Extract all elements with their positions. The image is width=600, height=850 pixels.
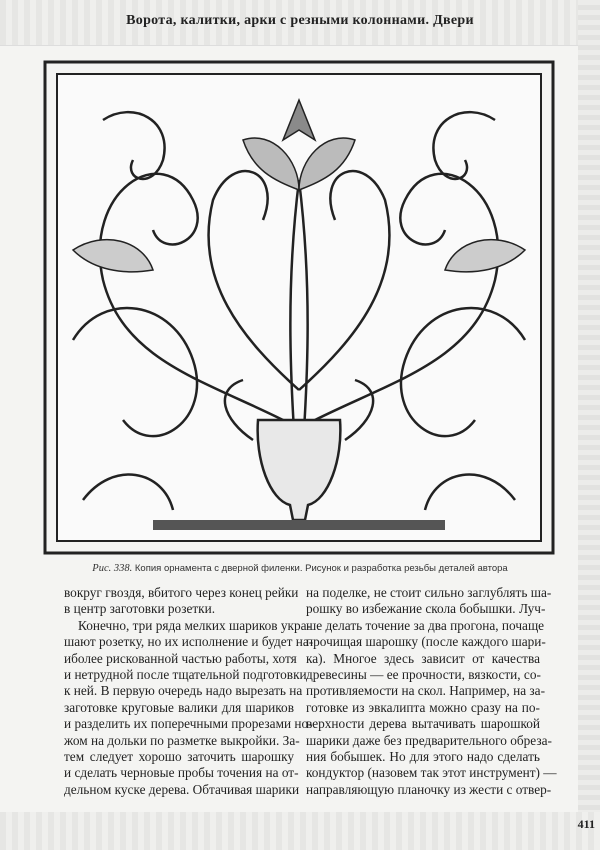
text-line: направляющую планочку из жести с отвер- (306, 781, 552, 797)
ornamental-footer-border (0, 812, 600, 850)
text-line: в центр заготовки розетки. (64, 601, 216, 617)
text-line: и сделать черновые пробы точения на от- (64, 765, 299, 781)
text-line: верхности дерева вытачивать шарошкой (306, 716, 540, 732)
text-line: ка). Многое здесь зависит от качества (306, 650, 540, 666)
text-line: Конечно, три ряда мелких шариков укра- (78, 617, 311, 633)
text-column-left (64, 585, 314, 798)
text-line: к ней. В первую очередь надо вырезать на (64, 683, 303, 699)
page-number: 411 (577, 817, 595, 831)
text-line: заготовке круговые валики для шариков (64, 699, 294, 715)
ornamental-side-border (578, 0, 600, 850)
text-line: на поделке, не стоит сильно заглублять ша- (306, 585, 552, 600)
text-line: рошку во избежание скола бобышки. Луч- (306, 601, 546, 617)
text-line: готовке из эвкалипта можно сразу на по- (306, 699, 540, 715)
text-column-right (306, 585, 557, 798)
text-line: тем следует хорошо заточить шарошку (64, 748, 294, 764)
text-line: и разделить их поперечными прорезами но- (64, 716, 313, 732)
text-line: ния бобышек. Но для этого надо сделать (306, 748, 540, 764)
text-line: дельном куске дерева. Обтачивая шарики (64, 781, 300, 797)
text-line: противляемости на скол. Например, на за- (306, 683, 545, 699)
text-line: прочищая шарошку (после каждого шари- (306, 634, 546, 650)
text-line: шарики даже без предварительного обреза- (306, 732, 552, 748)
text-line: ше делать точение за два прогона, почаще (306, 617, 545, 633)
text-line: шают розетку, но их исполнение и будет на- (64, 634, 314, 650)
running-head: Ворота, калитки, арки с резными колоннами. Двери (126, 13, 474, 28)
text-line: иболее рискованной частью работы, хотя (64, 650, 297, 666)
text-line: вокруг гвоздя, вбитого через конец рейки (64, 585, 299, 600)
ornament-illustration (43, 60, 555, 555)
text-line: кондуктор (назовем так этот инструмент) — (306, 765, 557, 781)
figure-caption-text: Копия орнамента с дверной филенки. Рисунок и разработка резьбы деталей автора (134, 563, 508, 574)
figure-caption (40, 563, 560, 574)
text-line: древесины — ее прочности, вязкости, со- (306, 666, 541, 682)
figure-label: Рис. 338. (92, 563, 133, 574)
text-line: и нетрудной после тщательной подготовки (64, 666, 307, 682)
text-line: жом на дольки по разметке выкройки. За- (64, 732, 300, 748)
